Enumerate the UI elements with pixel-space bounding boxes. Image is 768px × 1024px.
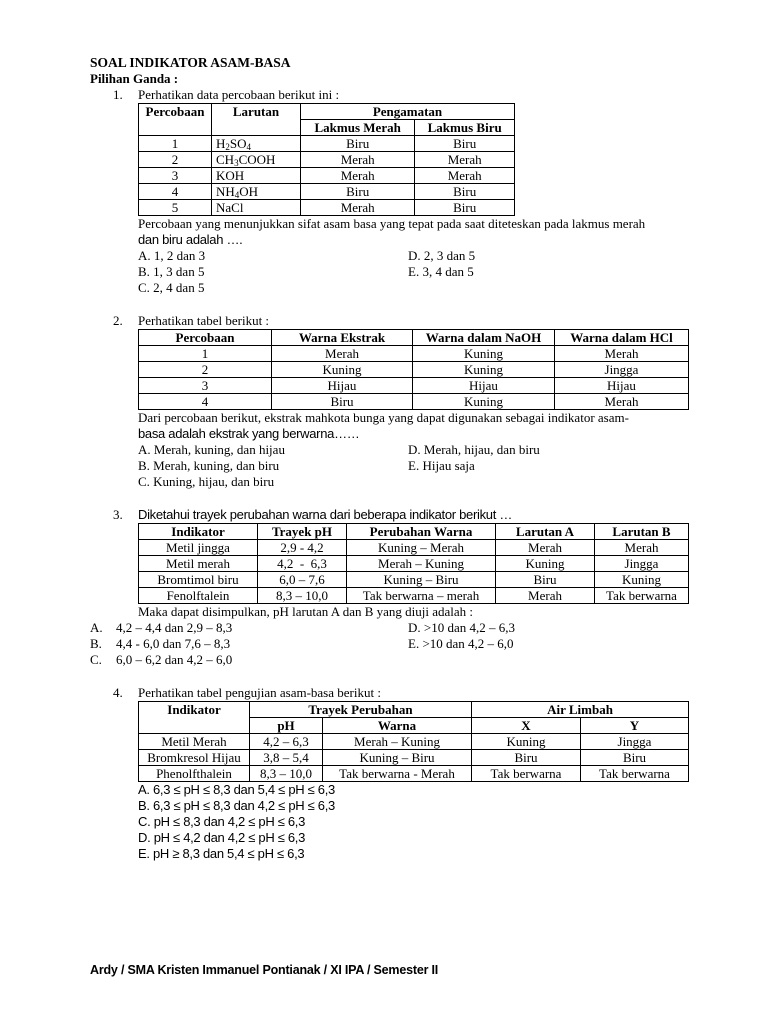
header-larutan-b: Larutan B <box>595 524 689 540</box>
question-prompt: Perhatikan tabel berikut : <box>138 313 270 328</box>
option-a[interactable]: A. 1, 2 dan 3 <box>138 248 206 263</box>
header-trayek-perubahan: Trayek Perubahan <box>250 702 472 718</box>
option-d[interactable]: D. >10 dan 4,2 – 6,3 <box>408 620 515 635</box>
header-percobaan: Percobaan <box>139 330 272 346</box>
option-e[interactable]: E. >10 dan 4,2 – 6,0 <box>408 636 514 651</box>
option-c[interactable]: C. 2, 4 dan 5 <box>138 280 205 295</box>
option-d[interactable]: D. pH ≤ 4,2 dan 4,2 ≤ pH ≤ 6,3 <box>138 830 306 845</box>
question-prompt: Diketahui trayek perubahan warna dari beberapa indikator berikut … <box>138 507 513 522</box>
header-larutan: Larutan <box>212 104 301 136</box>
table-row: 1 Merah Kuning Merah <box>139 346 689 362</box>
q4-table <box>138 701 689 782</box>
option-b[interactable]: B. Merah, kuning, dan biru <box>138 458 280 473</box>
header-y: Y <box>581 718 689 734</box>
q1-table <box>138 103 515 216</box>
table-row: 3 KOH Merah Merah <box>139 168 515 184</box>
page-footer: Ardy / SMA Kristen Immanuel Pontianak / XI IPA / Semester II <box>90 963 439 977</box>
question-text: Dari percobaan berikut, ekstrak mahkota bunga yang dapat digunakan sebagai indikator asam- <box>138 410 629 425</box>
header-warna-hcl: Warna dalam HCl <box>555 330 689 346</box>
table-row: 3 Hijau Hijau Hijau <box>139 378 689 394</box>
option-a[interactable]: A. 4,2 – 4,4 dan 2,9 – 8,3 <box>90 620 233 635</box>
question-number: 3. <box>113 507 123 522</box>
header-percobaan: Percobaan <box>139 104 212 136</box>
table-row: Fenolftalein 8,3 – 10,0 Tak berwarna – merah Merah Tak berwarna <box>139 588 689 604</box>
chem-formula: $H_2SO_4$ <box>212 136 301 152</box>
header-x: X <box>472 718 581 734</box>
option-b[interactable]: B. 4,4 - 6,0 dan 7,6 – 8,3 <box>90 636 231 651</box>
q3-table <box>138 523 689 604</box>
header-warna: Warna <box>323 718 472 734</box>
header-lakmus-merah: Lakmus Merah <box>301 120 415 136</box>
option-a[interactable]: A. 6,3 ≤ pH ≤ 8,3 dan 5,4 ≤ pH ≤ 6,3 <box>138 782 335 797</box>
option-b[interactable]: B. 6,3 ≤ pH ≤ 8,3 dan 4,2 ≤ pH ≤ 6,3 <box>138 798 335 813</box>
table-row: 5 NaCl Merah Biru <box>139 200 515 216</box>
answer-options <box>138 442 690 490</box>
question-prompt: Perhatikan data percobaan berikut ini : <box>138 87 340 102</box>
q2-table <box>138 329 689 410</box>
header-indikator: Indikator <box>139 702 250 734</box>
worksheet-title: SOAL INDIKATOR ASAM-BASA <box>90 55 291 70</box>
table-row: 4 $NH_4OH$ Biru Biru <box>139 184 515 200</box>
chem-formula: $NH_4OH$ <box>212 184 301 200</box>
header-warna-naoh: Warna dalam NaOH <box>413 330 555 346</box>
option-c[interactable]: C. Kuning, hijau, dan biru <box>138 474 275 489</box>
question-3 <box>90 507 690 668</box>
chem-formula: $CH_3COOH$ <box>212 152 301 168</box>
option-d[interactable]: D. Merah, hijau, dan biru <box>408 442 540 457</box>
table-row: Bromkresol Hijau 3,8 – 5,4 Kuning – Biru Biru Biru <box>139 750 689 766</box>
header-perubahan-warna: Perubahan Warna <box>347 524 496 540</box>
answer-options <box>90 620 690 668</box>
option-e[interactable]: E. Hijau saja <box>408 458 475 473</box>
table-row: Bromtimol biru 6,0 – 7,6 Kuning – Biru Biru Kuning <box>139 572 689 588</box>
question-text-cont: dan biru adalah …. <box>138 232 243 247</box>
header-air-limbah: Air Limbah <box>472 702 689 718</box>
header-warna-ekstrak: Warna Ekstrak <box>272 330 413 346</box>
question-4 <box>90 685 690 862</box>
section-subtitle: Pilihan Ganda : <box>90 71 179 86</box>
question-text-cont: basa adalah ekstrak yang berwarna…… <box>138 426 360 441</box>
option-e[interactable]: E. pH ≥ 8,3 dan 5,4 ≤ pH ≤ 6,3 <box>138 846 305 861</box>
table-row: Metil Merah 4,2 – 6,3 Merah – Kuning Kuning Jingga <box>139 734 689 750</box>
header-indikator: Indikator <box>139 524 258 540</box>
question-number: 4. <box>113 685 123 700</box>
option-c[interactable]: C. 6,0 – 6,2 dan 4,2 – 6,0 <box>90 652 233 667</box>
table-row: Phenolfthalein 8,3 – 10,0 Tak berwarna - Merah Tak berwarna Tak berwarna <box>139 766 689 782</box>
question-2 <box>90 313 690 490</box>
header-ph: pH <box>250 718 323 734</box>
table-row: 4 Biru Kuning Merah <box>139 394 689 410</box>
answer-options <box>138 248 690 296</box>
table-row: 2 $CH_3COOH$ Merah Merah <box>139 152 515 168</box>
table-row: Metil merah 4,2 - 6,3 Merah – Kuning Kuning Jingga <box>139 556 689 572</box>
question-text: Percobaan yang menunjukkan sifat asam basa yang tepat pada saat diteteskan pada lakmus merah <box>138 216 646 231</box>
question-1 <box>90 87 690 296</box>
table-row: 1 $H_2SO_4$ Biru Biru <box>139 136 515 152</box>
header-pengamatan: Pengamatan <box>301 104 515 120</box>
option-d[interactable]: D. 2, 3 dan 5 <box>408 248 476 263</box>
header-lakmus-biru: Lakmus Biru <box>415 120 515 136</box>
option-a[interactable]: A. Merah, kuning, dan hijau <box>138 442 285 457</box>
question-prompt: Perhatikan tabel pengujian asam-basa berikut : <box>138 685 381 700</box>
option-c[interactable]: C. pH ≤ 8,3 dan 4,2 ≤ pH ≤ 6,3 <box>138 814 306 829</box>
table-row: Metil jingga 2,9 - 4,2 Kuning – Merah Merah Merah <box>139 540 689 556</box>
answer-options <box>138 782 690 862</box>
question-number: 2. <box>113 313 123 328</box>
worksheet <box>90 55 690 862</box>
question-number: 1. <box>113 87 123 102</box>
header-larutan-a: Larutan A <box>496 524 595 540</box>
option-e[interactable]: E. 3, 4 dan 5 <box>408 264 474 279</box>
question-text: Maka dapat disimpulkan, pH larutan A dan B yang diuji adalah : <box>138 604 474 619</box>
option-b[interactable]: B. 1, 3 dan 5 <box>138 264 205 279</box>
table-row: 2 Kuning Kuning Jingga <box>139 362 689 378</box>
header-trayek-ph: Trayek pH <box>258 524 347 540</box>
